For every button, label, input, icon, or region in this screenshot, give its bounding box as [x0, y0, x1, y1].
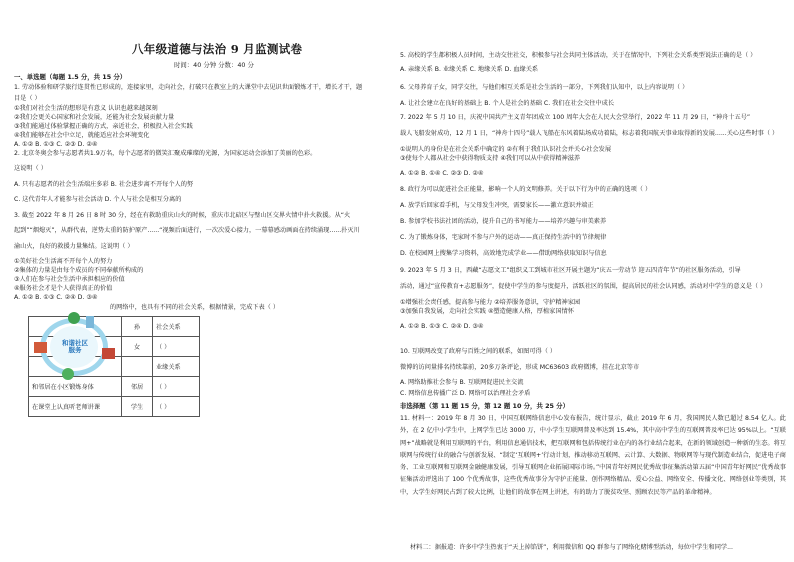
q6-options: A. 让社会建立在良好的基础上 B. 个人是社会的基础 C. 我们在社会交往中成长	[400, 100, 615, 107]
q1-line: 1. 劳动体验和研学旅行连贯性已形成的，连接家里，走向社会，打破只在教室上的大课堂中去见识世面锻炼才干，增长才干，题	[14, 84, 363, 91]
q9-statement: ③加强自我发展，走向社会实践 ④塑造健康人格，厚植家国情怀	[400, 308, 574, 315]
q1-line: ④我们能够在社会中立足，就能适应社会环境变化	[14, 132, 150, 139]
tree-icon	[68, 312, 80, 324]
q1-options: A. ①② B. ①③ C. ②③ D. ②④	[14, 141, 98, 148]
q2-line: 2. 北京冬奥会参与志愿者共1.9万名，每个志愿者的微笑汇聚成璀璨的光源，为国家运动会添加了美丽的色彩。	[14, 150, 317, 157]
table-cell: 女	[122, 337, 153, 357]
q7-line: 7. 2022 年 5 月 10 日，庆祝中国共产主义青年团成立 100 周年大会在人民大会堂举行，2022 年 11 月 29 日，“神舟十五号”	[400, 114, 751, 121]
q1-line: ②我们会更关心国家和社会发展，还能为社会发展贡献力量	[14, 114, 175, 121]
table-cell	[122, 357, 153, 377]
section-heading-single-choice: 一、单选题（每题 1.5 分，共 15 分）	[14, 73, 127, 81]
exam-meta: 时间：40 分钟 分数：40 分	[174, 61, 254, 69]
q7-line: 载人飞船发射成功，12 月 1 日，“神舟十四号”载人飞船在东风着陆场成功着陆，标志着我国航天事业取得新的发展......关心这些时事（ ）	[400, 130, 779, 137]
table-cell: 邻居	[122, 377, 153, 397]
q1-line: ①我们对社会生活的想形是有意义 认识也越来越深刻	[14, 105, 158, 112]
q2-option-row: C. 这代青年人才能参与社会活动 D. 个人与社会是相互分离的	[14, 196, 182, 203]
q3-line: 3. 截至 2022 年 8 月 26 日 8 时 30 分，经在有救助重庆山火的时候，重庆市北碚区与璧山区交界火情中扑火救援。从“火	[14, 212, 351, 219]
illustration-label: 和谐社区服务	[62, 339, 88, 354]
q10-option-row: A. 网络助推社会参与 B. 互联网促进民主交流	[400, 379, 524, 386]
q11-material-2: 材料二：据报道：许多中学生热衷于“天上掉馅饼”，利用微信和 QQ 群参与了网络化赌博型活动，每位中学生和同学...	[410, 544, 733, 551]
q2-option-row: A. 只有志愿者的社会生活端庄多彩 B. 社会进步离不开每个人的努	[14, 181, 194, 188]
house-icon	[34, 342, 47, 353]
page-title: 八年级道德与法治 9 月监测试卷	[132, 42, 303, 56]
q3-line: ①美好社会生活离不开每个人的努力	[14, 258, 113, 265]
table-cell: 和邻居在小区锻炼身体	[29, 377, 122, 397]
section-heading-non-choice: 非选择题（第 11 题 15 分，第 12 题 10 分，共 25 分）	[400, 402, 569, 410]
q8-line: 8. 政行为可以促进社会正能量，影响一个人的文明修养。关于以下行为中的正确的选项（ ）	[400, 186, 652, 193]
q3-options: A. ①② B. ①③ C. ②④ D. ③④	[14, 294, 98, 301]
q8-option: C. 为了锻炼身体，宅家时不参与户外的运动——真正保持生活中的节律规律	[400, 234, 607, 241]
table-cell: （ ）	[153, 397, 200, 417]
q9-line: 活动，通过“宣传教育+志愿服务”，促使中学生的参与度提升，活跃社区的氛围，提高居民的社会认同感，活动对中学生的意义是（ ）	[400, 283, 767, 290]
q3-line: 渝山火，良好的救援力量集结。这说明（ ）	[14, 243, 134, 250]
q3-line: ②集体的力量是由每个成员的不同奉献所构成的	[14, 267, 144, 274]
q9-statement: ①增强社会责任感，提高参与能力 ②培养服务意识，守护精神家园	[400, 299, 581, 306]
q1-line: 目是（ ）	[14, 95, 41, 102]
q8-option: A. 放学后回家看手机，与父母发生冲突，需要家长——激立意识并端正	[400, 202, 594, 209]
q3-line: 起到”“烟熄灭”，从群代表，逆势太重的防护原产......“视频后面进行，一次次爱心接力，一幕幕感动画面在持续涌现......扑灭川	[14, 227, 360, 234]
q4-line: 的网络中，也具有不同的社会关系，根据情景，完成下表（ ）	[110, 304, 280, 311]
q8-option: B. 参加学校书法社团的活动，提升自己的书写能力——培养兴趣与审美素养	[400, 218, 607, 225]
q6-line: 6. 父母养育子女，同学交往，与他们相互关系是社会生活的一部分，下列我们认知中，以上内容说明（ ）	[400, 84, 689, 91]
table-cell: 社会关系	[153, 317, 200, 337]
q10-option-row: C. 网络信息传播广泛 D. 网络可以治理社会矛盾	[400, 390, 531, 397]
q10-line: 微博的访问量排名持续靠前，20多万条评论，形成 MC63603 政府微博，挂在北京等市	[400, 364, 640, 371]
table-cell: 业缘关系	[153, 357, 200, 377]
building-icon	[86, 316, 94, 328]
q7-options: A. ①② B. ①④ C. ②③ D. ②④	[400, 170, 484, 177]
community-service-illustration	[32, 312, 118, 382]
q9-line: 9. 2023 年 5 月 3 日，西藏“志愿文工”组织义工到城市社区开展主题为“庆五一劳动节 迎五四青年节”的社区服务活动，引导	[400, 267, 741, 274]
table-cell: （ ）	[153, 377, 200, 397]
house-icon	[102, 348, 115, 359]
table-cell: 孙	[122, 317, 153, 337]
table-cell: 在课堂上认真听老师讲课	[29, 397, 122, 417]
q5-options: A. 亲缘关系 B. 业缘关系 C. 地缘关系 D. 血缘关系	[400, 66, 539, 73]
table-row	[29, 397, 200, 417]
table-cell: 学生	[122, 397, 153, 417]
q9-options: A. ①② B. ①③ C. ②④ D. ③④	[400, 323, 484, 330]
q1-line: ③我们能通过体验掌握正确的方式，亲近社会，积极投入社会实践	[14, 123, 193, 130]
q5-line: 5. 高校的学生都积极人员时间，主动交往社交，积极参与社会共同主体活动，关于在情况中，下列社会关系类型说法正确的是（ ）	[400, 52, 757, 59]
q7-statement: ③使每个人都从社会中获得物质支持 ④我们可以从中获得精神滋养	[400, 155, 581, 162]
q11-material-1: 11. 材料一：2019 年 8 月 30 日，中国互联网络信息中心发布报告，统计显示，截止 2019 年 6 月，我国网民人数已超过 8.54 亿人。此外，在 2 亿中小学生中，上网学生已达 3000 万，中小学生互联网普及率达到 15.4%，其中高中学生的互联网普及率已达 95%以上。“互联网+”战略就是利用互联网的平台，利用信息通信技术，把互联网和包括传统行业在内的各行业结合起来，在新的领域创造一种新的生态。将互联网与传统行业的融合与创新发展、“制定‘互联网+’行动计划，推动移动互联网、云计算、大数据、物联网等与现代制造业结合，促进电子商务、工业互联网和互联网金融健康发展，引导互联网企业拓展国际市场。”中国青年好网民优秀故事征集活动第五届“中国青年好网民”优秀故事征集活动评选出了 100 个优秀故事，这些优秀故事分为守护正能量、创作网络精品、爱心公益、网络安全、传播文化、网络创业等类别，其中，大学生好网民占到了较大比例，让他们的故事在网上讲述，有的助力了脱贫攻坚、照顾农民等产品的革命精神。	[400, 415, 786, 496]
q10-line: 10. 互联网改变了政府与百姓之间的联系，如图可得（ ）	[400, 348, 557, 355]
q2-line: 这说明（ ）	[14, 165, 47, 172]
q3-line: ③人们在参与社会生活中承担相应的价值	[14, 276, 125, 283]
q7-statement: ①说明人的身份是在社会关系中确定的 ②有利于我们认识社会并关心社会发展	[400, 146, 612, 153]
q3-line: ④服务社会才是个人获得真正的价值	[14, 285, 113, 292]
tree-icon	[62, 368, 74, 380]
q8-option: D. 在校园网上搜集学习资料，高效地完成学业——借助网络获取知识与信息	[400, 250, 607, 257]
table-cell: （ ）	[153, 337, 200, 357]
